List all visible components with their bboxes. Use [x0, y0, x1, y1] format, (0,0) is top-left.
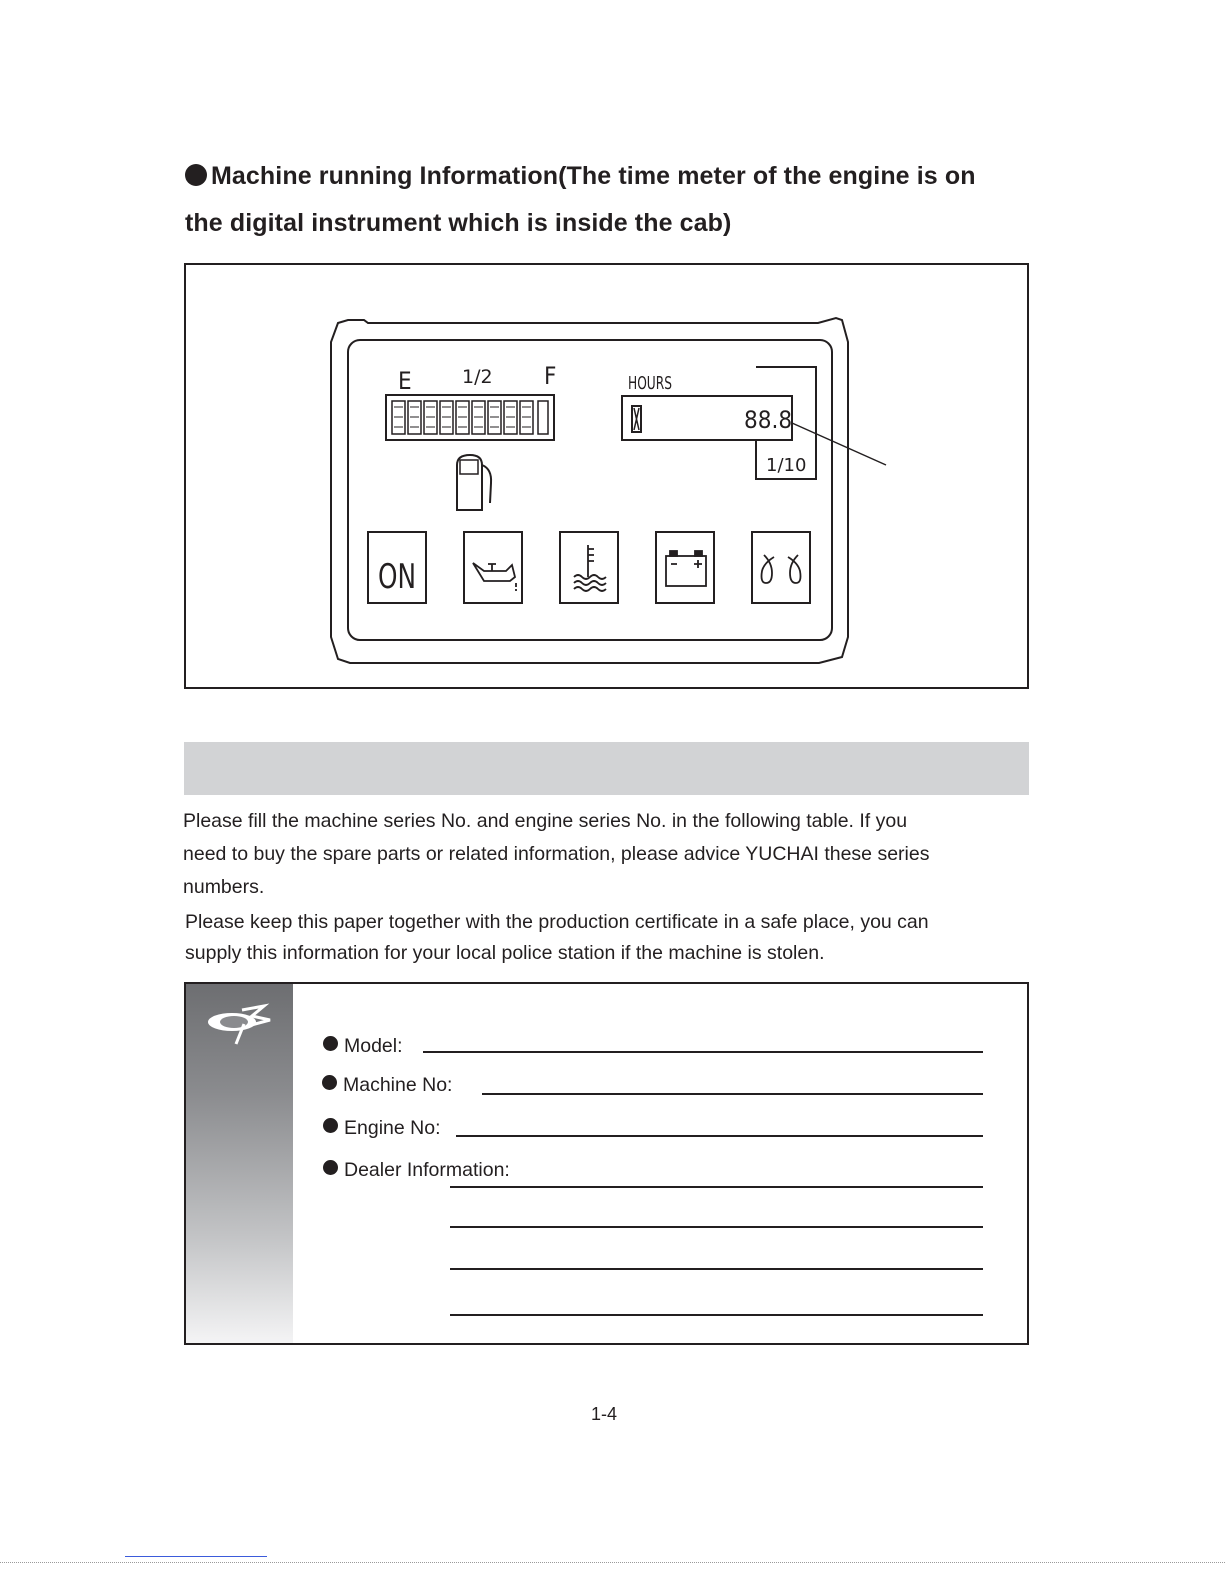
dealer-info-field: [323, 1159, 510, 1182]
fuel-segments: [392, 401, 548, 434]
section-heading-line-1: [185, 162, 976, 191]
yuchai-logo-icon: [204, 1002, 276, 1050]
fuel-label-full: F: [544, 362, 557, 390]
paragraph-1-line-2: need to buy the spare parts or related information, please advice YUCHAI these series: [183, 843, 930, 865]
dealer-info-line-3[interactable]: [450, 1268, 983, 1270]
engine-no-label: Engine No:: [344, 1117, 441, 1139]
dealer-info-line-1[interactable]: [450, 1186, 983, 1188]
instruction-paragraph-2: [185, 907, 1035, 969]
indicator-on-label: ON: [378, 557, 416, 597]
machine-no-label: Machine No:: [343, 1074, 453, 1096]
paragraph-2-line-1: Please keep this paper together with the production certificate in a safe place, you can: [185, 911, 929, 933]
oil-pressure-icon: [473, 563, 516, 591]
tenth-label: 1/10: [766, 455, 807, 476]
dealer-info-line-2[interactable]: [450, 1226, 983, 1228]
gray-section-bar: [184, 742, 1029, 795]
fuel-label-empty: E: [398, 367, 412, 395]
instrument-figure-frame: [184, 263, 1029, 689]
battery-icon: [666, 551, 706, 586]
coolant-temperature-icon: [574, 545, 606, 591]
fuel-pump-icon: [457, 455, 491, 510]
model-field: [323, 1035, 403, 1058]
page-number: 1-4: [591, 1404, 618, 1424]
dealer-info-line-4[interactable]: [450, 1314, 983, 1316]
bullet-icon: [323, 1036, 338, 1051]
dealer-info-label: Dealer Information:: [344, 1159, 510, 1181]
section-heading-line-2: the digital instrument which is inside the cab): [185, 209, 732, 237]
indicator-preheat-box: [752, 532, 810, 603]
preheat-icon: [762, 555, 801, 583]
instruction-paragraph-1: [183, 805, 1033, 904]
model-input-line[interactable]: [423, 1051, 983, 1053]
paragraph-1-line-1: Please fill the machine series No. and engine series No. in the following table. If you: [183, 810, 908, 832]
paragraph-1-line-3: numbers.: [183, 876, 265, 898]
hours-value: 88.8: [744, 406, 793, 434]
machine-info-form: [184, 982, 1029, 1345]
footer-link-underline: [125, 1556, 267, 1557]
model-label: Model:: [344, 1035, 403, 1057]
bullet-icon: [185, 164, 207, 186]
instrument-screen: [348, 340, 832, 640]
bullet-icon: [323, 1160, 338, 1175]
fuel-label-half: 1/2: [462, 366, 493, 388]
bullet-icon: [323, 1118, 338, 1133]
engine-no-field: [323, 1117, 440, 1140]
footer-dotted-rule: [0, 1562, 1225, 1563]
paragraph-2-line-2: supply this information for your local police station if the machine is stolen.: [185, 942, 825, 964]
machine-no-field: [322, 1074, 452, 1097]
digital-instrument-diagram: [186, 265, 1031, 691]
machine-no-input-line[interactable]: [482, 1093, 983, 1095]
heading-text-1: Machine running Information(The time meter of the engine is on: [211, 162, 976, 190]
engine-no-input-line[interactable]: [456, 1135, 983, 1137]
bullet-icon: [322, 1075, 337, 1090]
hours-label: HOURS: [628, 373, 672, 394]
indicator-coolant-box: [560, 532, 618, 603]
